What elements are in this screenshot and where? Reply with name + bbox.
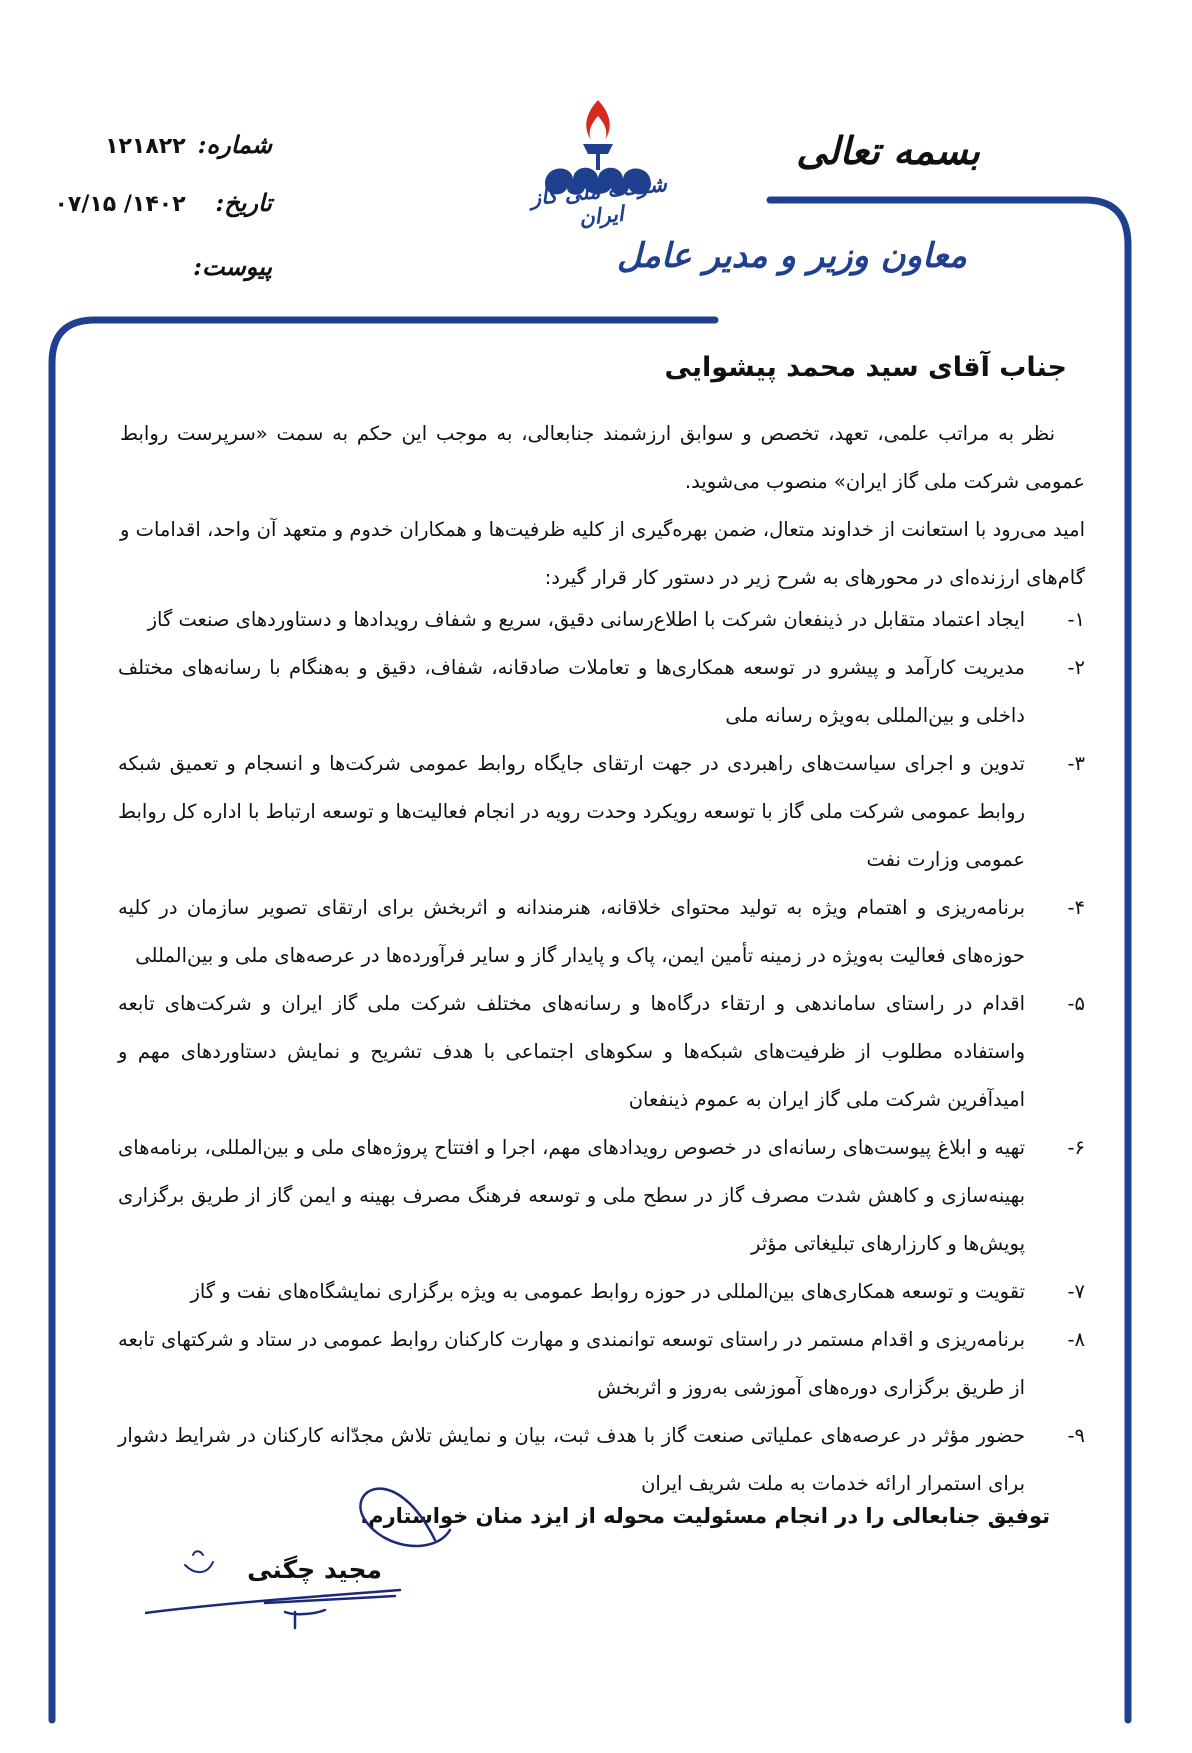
intro-paragraph: نظر به مراتب علمی، تعهد، تخصص و سوابق ارزشمند جنابعالی، به موجب این حکم به سمت «سرپرست روابط عمومی شرکت ملی گاز ایران» منصوب می‌شوید. — [120, 422, 1085, 493]
list-item — [118, 980, 1085, 1124]
list-item-text: تقویت و توسعه همکاری‌های بین‌المللی در حوزه روابط عمومی به ویژه برگزاری نمایشگاه‌های نفت و گاز — [190, 1280, 1025, 1303]
letter-number-row — [105, 130, 272, 159]
number-value: ۱۲۱۸۲۲ — [105, 134, 186, 159]
list-item — [118, 1268, 1085, 1316]
list-item-text: ایجاد اعتماد متقابل در ذینفعان شرکت با اطلاع‌رسانی دقیق، سریع و شفاف رویدادها و دستاوردهای صنعت گاز — [147, 608, 1025, 631]
list-item-number: ۸- — [1067, 1328, 1085, 1351]
list-item — [118, 596, 1085, 644]
attachment-label: پیوست: — [193, 252, 272, 281]
letter-attachment-row — [193, 252, 272, 281]
list-item — [118, 1316, 1085, 1412]
directive-list — [118, 596, 1085, 1508]
list-item-number: ۲- — [1067, 656, 1085, 679]
list-item-number: ۳- — [1067, 752, 1085, 775]
bismillah-heading: بسمه تعالی — [796, 128, 980, 173]
list-item-number: ۶- — [1067, 1136, 1085, 1159]
list-item-text: مدیریت کارآمد و پیشرو در توسعه همکاری‌ها و تعاملات صادقانه، شفاف، دقیق و به‌هنگام با رسانه‌های مختلف داخلی و بین‌المللی به‌ویژه رسانه ملی — [118, 656, 1025, 727]
directive-paragraph: امید می‌رود با استعانت از خداوند متعال، ضمن بهره‌گیری از کلیه ظرفیت‌ها و همکاران خدوم و متعهد آن واحد، اقدامات و گام‌های ارزنده‌ای در محورهای به شرح زیر در دستور کار قرار گیرد: — [120, 518, 1085, 589]
company-name-logotype: شرکت ملی گاز ایران — [529, 170, 668, 231]
salutation: جناب آقای سید محمد پیشوایی — [664, 352, 1067, 383]
office-title: معاون وزیر و مدیر عامل — [616, 236, 967, 276]
list-item — [118, 740, 1085, 884]
list-item-text: برنامه‌ریزی و اهتمام ویژه به تولید محتوای خلاقانه، هنرمندانه و اثربخش برای ارتقای تصویر سازمان در کلیه حوزه‌های فعالیت به‌ویژه در زمینه تأمین ایمن، پاک و پایدار گاز و سایر فرآورده‌ها در عرصه‌های ملی و بین‌المللی — [118, 896, 1025, 967]
list-item-text: تهیه و ابلاغ پیوست‌های رسانه‌ای در خصوص رویدادهای مهم، اجرا و افتتاح پروژه‌های ملی و بین‌المللی، برنامه‌های بهینه‌سازی و کاهش شدت مصرف گاز در سطح ملی و توسعه فرهنگ مصرف بهینه و ایمن گاز از طریق برگزاری پویش‌ها و کارزارهای تبلیغاتی مؤثر — [118, 1136, 1025, 1255]
letter-date-row — [54, 188, 272, 217]
list-item-number: ۷- — [1067, 1280, 1085, 1303]
list-item-text: تدوین و اجرای سیاست‌های راهبردی در جهت ارتقای جایگاه روابط عمومی شرکت‌ها و انسجام و تعمیق شبکه روابط عمومی شرکت ملی گاز با توسعه رویکرد وحدت رویه در انجام فعالیت‌ها و توسعه ارتباط با اداره کل روابط عمومی وزارت نفت — [118, 752, 1025, 871]
list-item-text: برنامه‌ریزی و اقدام مستمر در راستای توسعه توانمندی و مهارت کارکنان روابط عمومی در ستاد و شرکتهای تابعه از طریق برگزاری دوره‌های آموزشی به‌روز و اثربخش — [118, 1328, 1025, 1399]
closing-line: توفیق جنابعالی را در انجام مسئولیت محوله از ایزد منان خواستارم. — [360, 1504, 1050, 1528]
list-item-text: حضور مؤثر در عرصه‌های عملیاتی صنعت گاز با هدف ثبت، بیان و نمایش تلاش مجدّانه کارکنان در شرایط دشوار برای استمرار ارائه خدمات به ملت شریف ایران — [118, 1424, 1025, 1495]
list-item — [118, 1124, 1085, 1268]
signer-name: مجید چگنی — [247, 1555, 382, 1584]
list-item-number: ۴- — [1067, 896, 1085, 919]
list-item-number: ۵- — [1067, 992, 1085, 1015]
date-label: تاریخ: — [215, 188, 272, 217]
list-item-number: ۱- — [1067, 608, 1085, 631]
date-value: ۱۴۰۲/ ۰۷/۱۵ — [54, 192, 186, 217]
list-item — [118, 644, 1085, 740]
list-item-text: اقدام در راستای ساماندهی و ارتقاء درگاه‌ها و رسانه‌های مختلف شرکت ملی گاز ایران و شرکت‌های تابعه واستفاده مطلوب از ظرفیت‌های شبکه‌ها و سکوهای اجتماعی با هدف تشریح و نمایش دستاوردهای مهم و امیدآفرین شرکت ملی گاز ایران به عموم ذینفعان — [118, 992, 1025, 1111]
list-item — [118, 884, 1085, 980]
list-item-number: ۹- — [1067, 1424, 1085, 1447]
number-label: شماره: — [197, 130, 272, 159]
